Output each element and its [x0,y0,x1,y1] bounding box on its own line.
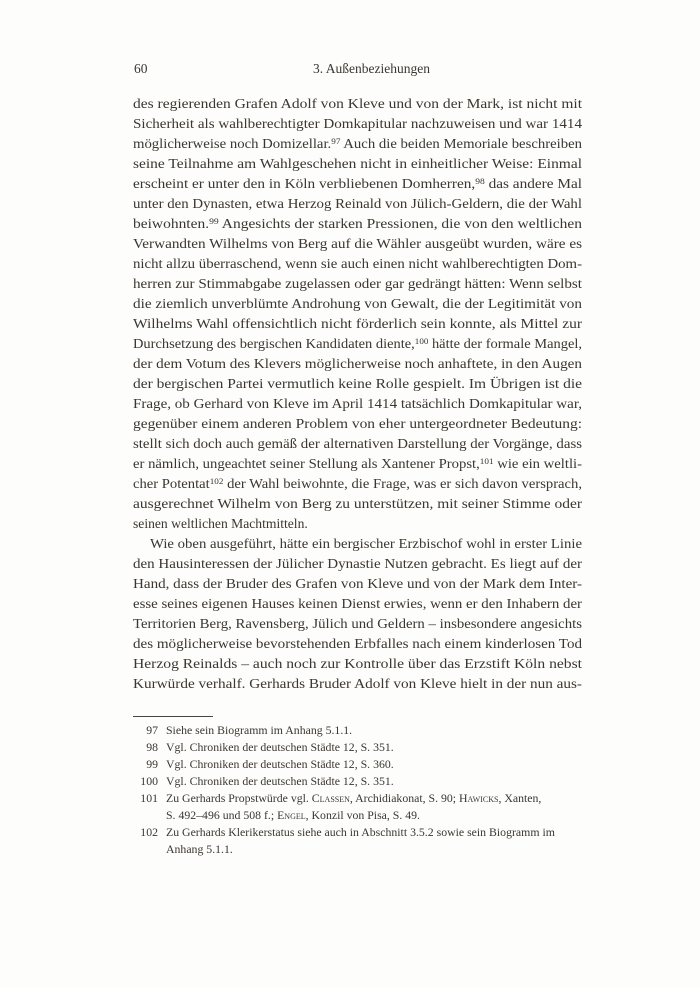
text-line [133,674,582,694]
text-run: Sicherheit als wahlberechtigter Domkapitular nachzuweisen und war 1414 [133,116,582,131]
text-run: erscheint er unter den in Köln verbliebenen Domherren, [133,176,476,191]
footnote-line [166,739,582,756]
footnote-line [166,790,582,807]
text-run: , Archidiakonat, S. 90; [349,791,460,805]
footnote-line [166,841,582,858]
text-run: das andere Mal [484,176,582,191]
footnote-item [133,756,582,773]
text-run: wie ein weltli- [493,456,582,471]
footnote-ref: 101 [479,455,494,466]
footnote-text [166,722,582,739]
text-run: Zu Gerhards Propstwürde vgl. [166,791,312,805]
text-line [133,214,582,234]
text-run: Vgl. Chroniken der deutschen Städte 12, S. 351. [166,774,394,788]
text-run: Verwandten Wilhelms von Berg auf die Wähler ausgeübt wurden, wäre es [133,236,582,251]
text-line [133,334,582,354]
footnote-line [166,722,582,739]
text-run: herren zur Stimmabgabe zugelassen oder gar gedrängt hätten: Wenn selbst [133,276,582,291]
text-run: stellt sich doch auch gemäß der alternativen Darstellung der Vorgänge, dass [133,436,582,451]
footnote-text [166,756,582,773]
text-line [133,294,582,314]
text-run: der bergischen Partei vermutlich keine Rolle gespielt. Im Übrigen ist die [133,376,582,391]
text-run: Wilhelms Wahl offensichtlich nicht förderlich sein konnte, als Mittel zur [133,316,582,331]
page-number: 60 [134,61,148,76]
footnote-number: 97 [146,723,158,737]
footnote-text [166,824,582,858]
footnote-text [166,739,582,756]
text-run: Auch die beiden Memoriale beschreiben [340,136,582,151]
text-line [133,134,582,154]
text-run: des regierenden Grafen Adolf von Kleve und von der Mark, ist nicht mit [133,96,582,111]
text-line [133,254,582,274]
text-run: möglicherweise noch Domizellar. [133,136,332,151]
text-line [133,414,582,434]
text-line [133,594,582,614]
text-line [133,514,582,534]
page-header [133,61,582,79]
text-run: ausgerechnet Wilhelm von Berg zu unterstützen, mit seiner Stimme oder [133,496,582,511]
text-line [133,574,582,594]
text-run: gegenüber einem anderen Problem von eher untergeordneter Bedeutung: [133,416,582,431]
text-line [133,274,582,294]
footnote-line [166,824,582,841]
text-run: Angesichts der starken Pressionen, die von den weltlichen [218,216,582,231]
text-run: seine Teilnahme am Wahlgeschehen nicht in einheitlicher Weise: Einmal [133,156,582,171]
text-run: Vgl. Chroniken der deutschen Städte 12, S. 351. [166,740,394,754]
text-line [133,114,582,134]
text-line [133,434,582,454]
text-run: Vgl. Chroniken der deutschen Städte 12, S. 360. [166,757,394,771]
text-line [133,454,582,474]
footnote-item [133,773,582,790]
text-line [133,234,582,254]
text-line [133,354,582,374]
body-text [133,94,582,694]
text-run: Kurwürde verhalf. Gerhards Bruder Adolf von Kleve hielt in der nun aus- [133,676,582,691]
footnote-number: 102 [140,825,158,839]
small-caps-name: Classen [311,791,350,805]
text-line [133,314,582,334]
footnote-item [133,722,582,739]
footnote-ref: 102 [209,475,224,486]
text-run: den Hausinteressen der Jülicher Dynastie Nutzen gebracht. Es liegt auf der [133,556,582,571]
running-header: 3. Außenbeziehungen [313,61,430,76]
footnote-line [166,756,582,773]
text-run: Zu Gerhards Klerikerstatus siehe auch in Abschnitt 3.5.2 sowie sein Biogramm im [166,825,555,839]
text-run: des möglicherweise bevorstehenden Erbfalles nach einem kinderlosen Tod [133,636,582,651]
text-run: Frage, ob Gerhard von Kleve im April 1414 tatsächlich Domkapitular war, [133,396,582,411]
text-line [133,554,582,574]
footnote-ref: 97 [331,135,341,146]
footnote-text [166,790,582,824]
text-run: hätte der formale Mangel, [428,336,582,351]
footnote-ref: 99 [209,215,219,226]
text-run: , Xanten, [498,791,542,805]
footnote-number: 99 [146,757,158,771]
text-line [133,634,582,654]
footnote-number: 98 [146,740,158,754]
text-line [133,534,582,554]
small-caps-name: Hawicks [459,791,499,805]
small-caps-name: Engel [277,808,306,822]
text-line [133,394,582,414]
text-line [133,654,582,674]
text-run: , Konzil von Pisa, S. 49. [305,808,421,822]
text-run: unter den Dynasten, etwa Herzog Reinald von Jülich-Geldern, die der Wahl [133,196,582,211]
text-line [133,194,582,214]
text-run: der Wahl beiwohnte, die Frage, was er sich davon versprach, [223,476,582,491]
footnote-ref: 100 [414,335,429,346]
footnote-line [166,773,582,790]
footnote-ref: 98 [475,175,485,186]
text-run: seinen weltlichen Machtmitteln. [133,516,308,531]
text-run: Siehe sein Biogramm im Anhang 5.1.1. [166,723,353,737]
text-run: beiwohnten. [133,216,210,231]
footnote-separator [133,716,213,717]
text-run: der dem Votum des Klevers möglicherweise noch anhaftete, in den Augen [133,356,582,371]
text-line [133,154,582,174]
text-line [133,374,582,394]
footnote-item [133,824,582,858]
text-run: Wie oben ausgeführt, hätte ein bergischer Erzbischof wohl in erster Linie [150,536,582,551]
text-line [133,94,582,114]
text-run: esse seines eigenen Hauses keinen Dienst erwies, wenn er den Inhabern der [133,596,582,611]
text-run: Herzog Reinalds – auch noch zur Kontrolle über das Erzstift Köln nebst [133,656,582,671]
text-run: Territorien Berg, Ravensberg, Jülich und Geldern – insbesondere angesichts [133,616,582,631]
footnote-item [133,739,582,756]
footnote-number: 101 [140,791,158,805]
text-run: die ziemlich unverblümte Androhung von Gewalt, die der Legitimität von [133,296,582,311]
text-run: Durchsetzung des bergischen Kandidaten diente, [133,336,415,351]
text-line [133,614,582,634]
footnotes [133,722,582,858]
text-run: nicht allzu überraschend, wenn sie auch einen nicht wahlberechtigten Dom- [133,256,582,271]
footnote-line [166,807,582,824]
footnote-text [166,773,582,790]
text-run: er nämlich, ungeachtet seiner Stellung als Xantener Propst, [133,456,480,471]
footnote-number: 100 [140,774,158,788]
footnote-item [133,790,582,824]
text-line [133,474,582,494]
text-run: S. 492–496 und 508 f.; [166,808,278,822]
text-run: Hand, dass der Bruder des Grafen von Kleve und von der Mark dem Inter- [133,576,582,591]
text-run: cher Potentat [133,476,210,491]
text-run: Anhang 5.1.1. [166,842,233,856]
text-line [133,174,582,194]
text-line [133,494,582,514]
